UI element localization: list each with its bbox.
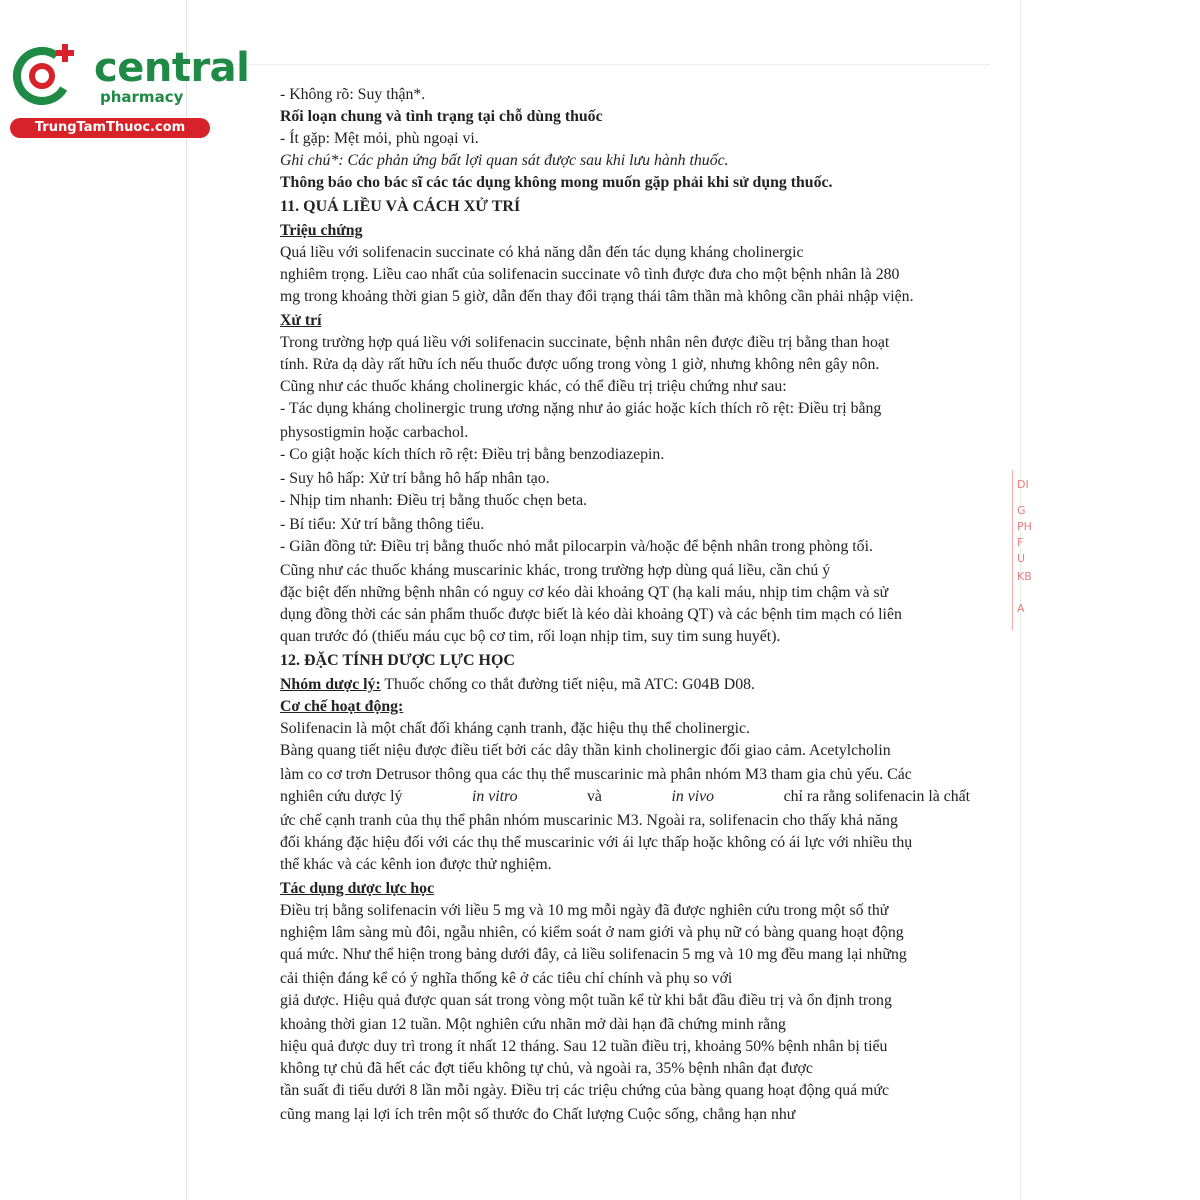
text-line: - Co giật hoặc kích thích rõ rệt: Điều trị bằng benzodiazepin. — [280, 446, 665, 463]
text-line: Cũng như các thuốc kháng cholinergic khác, có thể điều trị triệu chứng như sau: — [280, 378, 787, 395]
text-line: hiệu quả được duy trì trong ít nhất 12 tháng. Sau 12 tuần điều trị, khoảng 50% bệnh nhân bị tiểu — [280, 1038, 888, 1055]
pharmacy-cross-icon — [10, 40, 80, 110]
text-line: Solifenacin là một chất đối kháng cạnh tranh, đặc hiệu thụ thể cholinergic. — [280, 720, 750, 737]
text-line: Trong trường hợp quá liều với solifenacin succinate, bệnh nhân nên được điều trị bằng than hoạt — [280, 334, 890, 351]
text-line: Quá liều với solifenacin succinate có khả năng dẫn đến tác dụng kháng cholinergic — [280, 244, 804, 261]
subheading-mechanism: Cơ chế hoạt động: — [280, 698, 404, 715]
text-segment: chỉ ra rằng solifenacin là chất — [783, 788, 970, 805]
logo-site: TrungTamThuoc.com — [10, 118, 210, 138]
subheading-pharmacodynamics: Tác dụng dược lực học — [280, 880, 435, 897]
section-subheading: Rối loạn chung và tình trạng tại chỗ dùng thuốc — [280, 108, 603, 125]
stamp-text: KB — [1017, 570, 1032, 583]
stamp-text: A — [1017, 602, 1025, 615]
text-line — [280, 786, 970, 808]
text-line: - Ít gặp: Mệt mỏi, phù ngoại vi. — [280, 130, 479, 147]
text-line: nghiêm trọng. Liều cao nhất của solifenacin succinate vô tình được đưa cho một bệnh nhân là 280 — [280, 266, 900, 283]
text-segment-italic: in vitro — [471, 788, 518, 805]
top-rule — [210, 64, 990, 65]
text-line: thể khác và các kênh ion được thử nghiệm. — [280, 856, 552, 873]
text-segment: nghiên cứu dược lý — [280, 788, 403, 805]
pharmacologic-group-value: Thuốc chống co thắt đường tiết niệu, mã ATC: G04B D08. — [380, 676, 755, 693]
text-line: nghiệm lâm sàng mù đôi, ngẫu nhiên, có kiểm soát ở nam giới và phụ nữ có bàng quang hoạt động — [280, 924, 904, 941]
stamp-fragment — [1012, 470, 1033, 630]
logo-sub: pharmacy — [100, 88, 184, 106]
stamp-text: G — [1017, 504, 1026, 517]
text-line: dụng đồng thời các sản phẩm thuốc được biết là kéo dài khoảng QT) và các bệnh tim mạch có liên — [280, 606, 902, 623]
text-line: Bàng quang tiết niệu được điều tiết bởi các dây thần kinh cholinergic đối giao cảm. Acetylcholin — [280, 742, 891, 759]
text-line: cũng mang lại lợi ích trên một số thước đo Chất lượng Cuộc sống, chẳng hạn như — [280, 1106, 796, 1123]
note-line: Ghi chú*: Các phản ứng bất lợi quan sát được sau khi lưu hành thuốc. — [280, 152, 729, 169]
text-line: - Tác dụng kháng cholinergic trung ương nặng như ảo giác hoặc kích thích rõ rệt: Điều trị bằng — [280, 400, 882, 417]
stamp-text: DI — [1017, 478, 1029, 491]
text-line: physostigmin hoặc carbachol. — [280, 424, 469, 441]
text-line: giả dược. Hiệu quả được quan sát trong vòng một tuần kể từ khi bắt đầu điều trị và ổn định trong — [280, 992, 892, 1009]
subheading-symptoms: Triệu chứng — [280, 222, 363, 239]
text-line — [280, 674, 755, 696]
central-pharmacy-logo — [10, 40, 250, 140]
text-line: đối kháng đặc hiệu đối với các thụ thể muscarinic với ái lực thấp hoặc không có ái lực với nhiều thụ — [280, 834, 913, 851]
text-line: ức chế cạnh tranh của thụ thể phân nhóm muscarinic M3. Ngoài ra, solifenacin cho thấy khả năng — [280, 812, 898, 829]
text-line: quan trước đó (thiếu máu cục bộ cơ tim, rối loạn nhịp tim, suy tim sung huyết). — [280, 628, 781, 645]
subheading-treatment: Xử trí — [280, 312, 322, 329]
stamp-text: U — [1017, 552, 1026, 565]
text-line: cải thiện đáng kể có ý nghĩa thống kê ở các tiêu chí chính và phụ so với — [280, 970, 733, 987]
text-segment: và — [587, 788, 602, 805]
stamp-text: F — [1017, 536, 1024, 549]
text-line: làm co cơ trơn Detrusor thông qua các thụ thể muscarinic mà phân nhóm M3 tham gia chủ yếu. Các — [280, 766, 912, 783]
text-line: Điều trị bằng solifenacin với liều 5 mg và 10 mg mỗi ngày đã được nghiên cứu trong một số thử — [280, 902, 889, 919]
text-line: - Không rõ: Suy thận*. — [280, 86, 426, 103]
text-line: tần suất đi tiểu dưới 8 lần mỗi ngày. Điều trị các triệu chứng của bàng quang hoạt động quá mức — [280, 1082, 889, 1099]
text-line: quá mức. Như thể hiện trong bảng dưới đây, cả liều solifenacin 5 mg và 10 mg đều mang lại những — [280, 946, 907, 963]
text-line: tính. Rửa dạ dày rất hữu ích nếu thuốc được uống trong vòng 1 giờ, nhưng không nên gây nôn. — [280, 356, 880, 373]
text-line: - Suy hô hấp: Xử trí bằng hô hấp nhân tạo. — [280, 470, 550, 487]
text-line: không tự chủ đã hết các đợt tiểu không tự chủ, và ngoài ra, 35% bệnh nhân đạt được — [280, 1060, 813, 1077]
logo-brand: central — [94, 45, 250, 91]
text-line: Cũng như các thuốc kháng muscarinic khác, trong trường hợp dùng quá liều, cần chú ý — [280, 562, 831, 579]
text-segment-italic: in vivo — [671, 788, 715, 805]
text-line: - Bí tiểu: Xử trí bằng thông tiểu. — [280, 516, 485, 533]
text-line: - Giãn đồng tử: Điều trị bằng thuốc nhỏ mắt pilocarpin và/hoặc để bệnh nhân trong phòng tối. — [280, 538, 873, 555]
text-line: - Nhịp tim nhanh: Điều trị bằng thuốc chẹn beta. — [280, 492, 588, 509]
section-heading-12: 12. ĐẶC TÍNH DƯỢC LỰC HỌC — [280, 652, 515, 669]
text-line: mg trong khoảng thời gian 5 giờ, dẫn đến thay đổi trạng thái tâm thần mà không cần phải nhập viện. — [280, 288, 914, 305]
page-left-edge — [186, 0, 187, 1200]
text-line: đặc biệt đến những bệnh nhân có nguy cơ kéo dài khoảng QT (hạ kali máu, nhịp tim chậm và sử — [280, 584, 889, 601]
label-pharmacologic-group: Nhóm dược lý: — [280, 676, 381, 693]
stamp-text: PH — [1017, 520, 1032, 533]
notice-line: Thông báo cho bác sĩ các tác dụng không mong muốn gặp phải khi sử dụng thuốc. — [280, 174, 833, 191]
section-heading-11: 11. QUÁ LIỀU VÀ CÁCH XỬ TRÍ — [280, 198, 521, 215]
text-line: khoảng thời gian 12 tuần. Một nghiên cứu nhãn mở dài hạn đã chứng minh rằng — [280, 1016, 786, 1033]
